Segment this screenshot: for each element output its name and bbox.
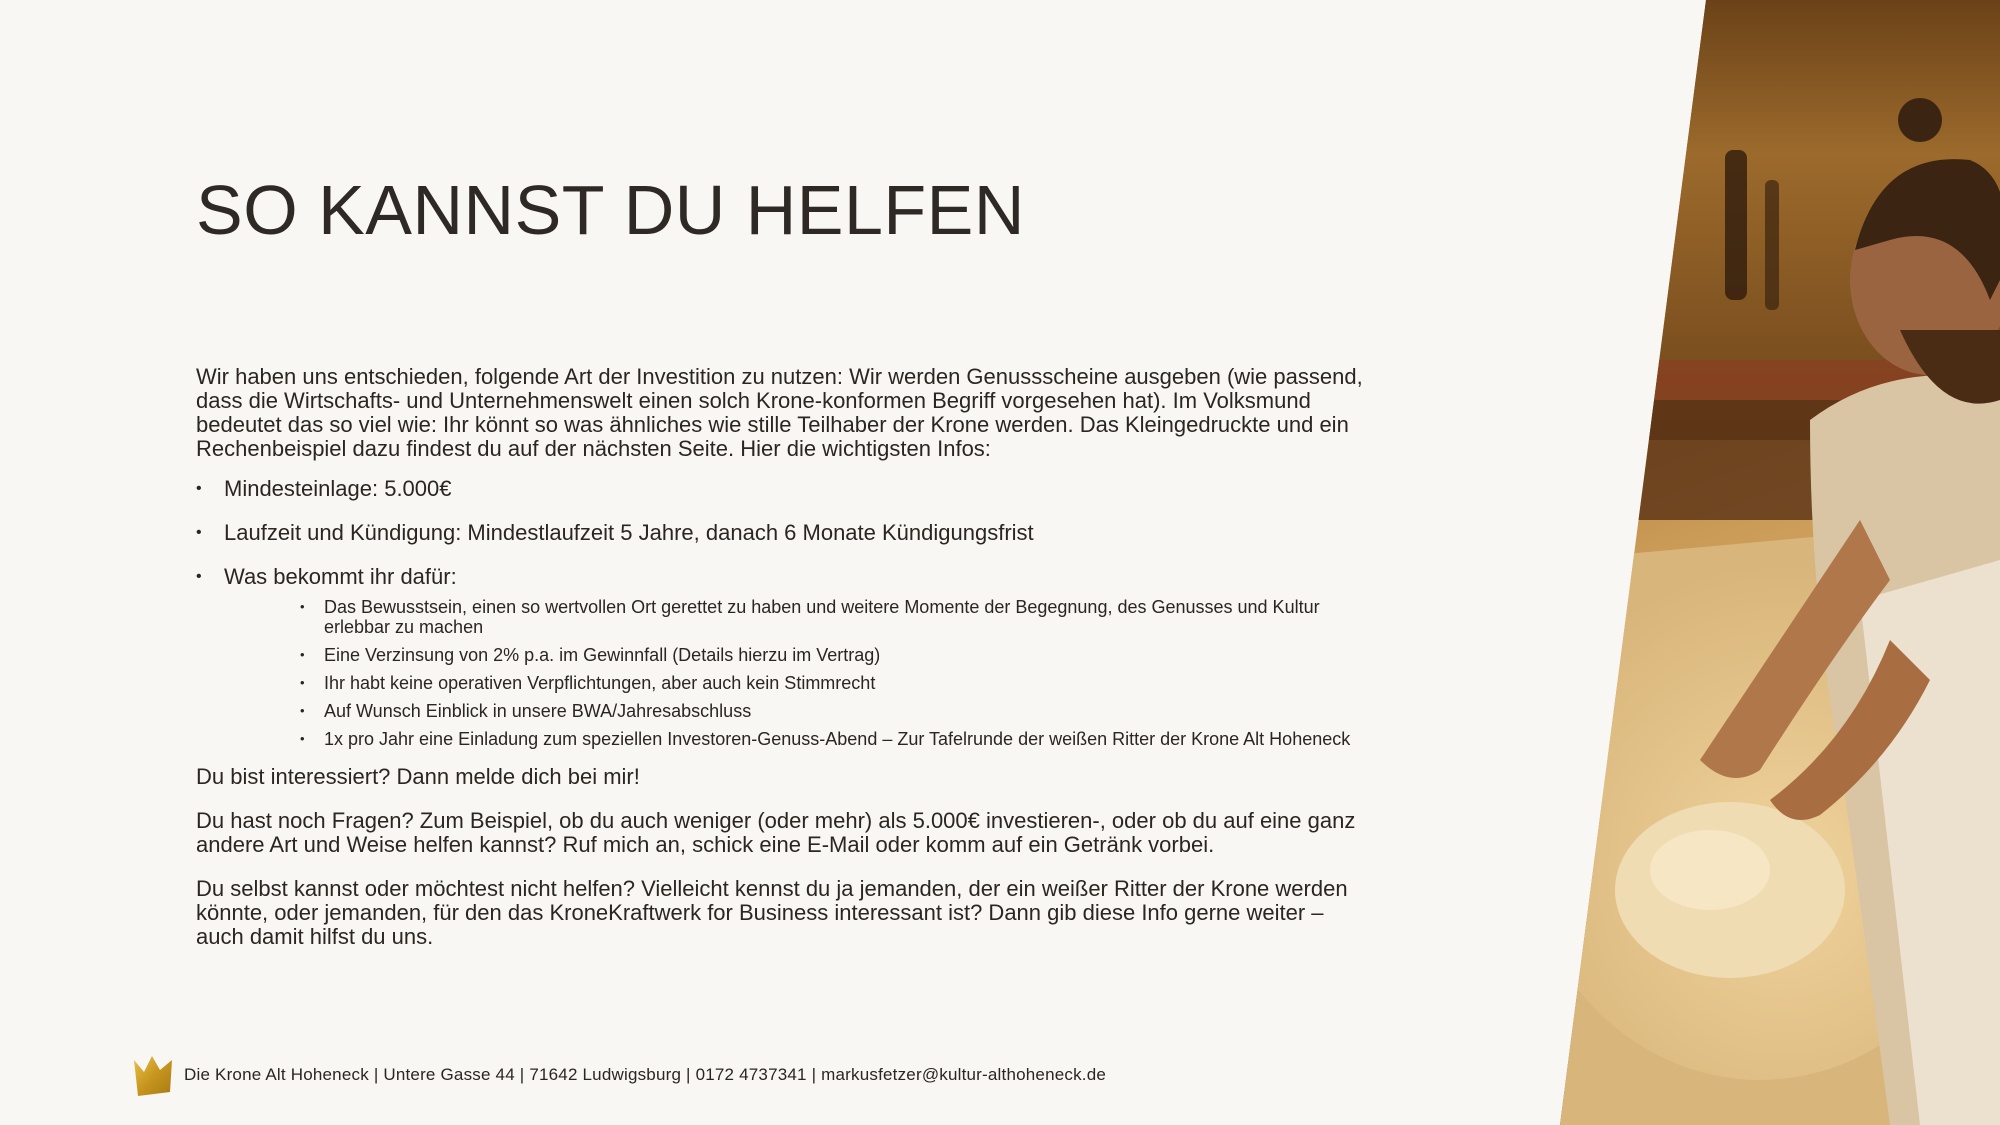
bullet-glyph: • xyxy=(300,599,305,614)
sub-list-item xyxy=(300,701,1366,721)
sub-bullet-insight: Auf Wunsch Einblick in unsere BWA/Jahresabschluss xyxy=(324,701,752,721)
crown-icon xyxy=(132,1052,174,1098)
sub-list-item xyxy=(300,673,1366,693)
sub-bullet-invitation: 1x pro Jahr eine Einladung zum speziellen Investoren-Genuss-Abend – Zur Tafelrunde der weißen Ritter der Krone Alt Hoheneck xyxy=(324,729,1351,749)
sub-bullet-list xyxy=(224,597,1366,749)
sub-bullet-obligations: Ihr habt keine operativen Verpflichtungen, aber auch kein Stimmrecht xyxy=(324,673,876,693)
intro-paragraph: Wir haben uns entschieden, folgende Art der Investition zu nutzen: Wir werden Genussscheine ausgeben (wie passend, dass die Wirtschafts- und Unternehmenswelt einen solch Krone-konformen Begriff vorgesehen hat). Im Volksmund bedeutet das so viel wie: Ihr könnt so was ähnliches wie stille Teilhaber der Krone werden. Das Kleingedruckte und ein Rechenbeispiel dazu findest du auf der nächsten Seite. Hier die wichtigsten Infos: xyxy=(196,364,1363,461)
bullet-glyph: • xyxy=(196,568,202,585)
list-item xyxy=(196,565,1366,749)
sub-list-item xyxy=(300,597,1366,637)
footer xyxy=(132,1052,1106,1098)
list-item xyxy=(196,521,1366,545)
paragraph-interested: Du bist interessiert? Dann melde dich bei mir! xyxy=(196,764,640,789)
sub-bullet-awareness: Das Bewusstsein, einen so wertvollen Ort gerettet zu haben und weitere Momente der Begegnung, des Genusses und Kultur erlebbar zu machen xyxy=(324,597,1320,637)
bullet-glyph: • xyxy=(300,647,305,662)
paragraph-questions: Du hast noch Fragen? Zum Beispiel, ob du auch weniger (oder mehr) als 5.000€ investieren-, oder ob du auf eine ganz andere Art und Weise helfen kannst? Ruf mich an, schick eine E-Mail oder komm auf ein Getränk vorbei. xyxy=(196,808,1356,857)
slide-content xyxy=(196,365,1366,969)
bullet-glyph: • xyxy=(300,731,305,746)
slide-title: SO KANNST DU HELFEN xyxy=(196,171,1025,249)
bullet-term-and-notice: Laufzeit und Kündigung: Mindestlaufzeit 5 Jahre, danach 6 Monate Kündigungsfrist xyxy=(224,520,1034,545)
bullet-minimum-deposit: Mindesteinlage: 5.000€ xyxy=(224,476,452,501)
list-item xyxy=(196,477,1366,501)
main-bullet-list xyxy=(196,477,1366,749)
bullet-glyph: • xyxy=(300,703,305,718)
footer-contact-text: Die Krone Alt Hoheneck | Untere Gasse 44 | 71642 Ludwigsburg | 0172 4737341 | markusfetzer@kultur-althoheneck.de xyxy=(184,1065,1107,1084)
paragraph-share: Du selbst kannst oder möchtest nicht helfen? Vielleicht kennst du ja jemanden, der ein weißer Ritter der Krone werden könnte, oder jemanden, für den das KroneKraftwerk for Business interessant ist? Dann gib diese Info gerne weiter – auch damit hilfst du uns. xyxy=(196,876,1348,949)
bullet-glyph: • xyxy=(196,480,202,497)
sub-bullet-interest: Eine Verzinsung von 2% p.a. im Gewinnfall (Details hierzu im Vertrag) xyxy=(324,645,881,665)
sub-list-item xyxy=(300,729,1366,749)
bullet-glyph: • xyxy=(196,524,202,541)
baker-photo xyxy=(1560,0,2000,1125)
bullet-glyph: • xyxy=(300,675,305,690)
bullet-what-you-get: Was bekommt ihr dafür: xyxy=(224,564,457,589)
baker-photo-illustration xyxy=(1560,0,2000,1125)
sub-list-item xyxy=(300,645,1366,665)
